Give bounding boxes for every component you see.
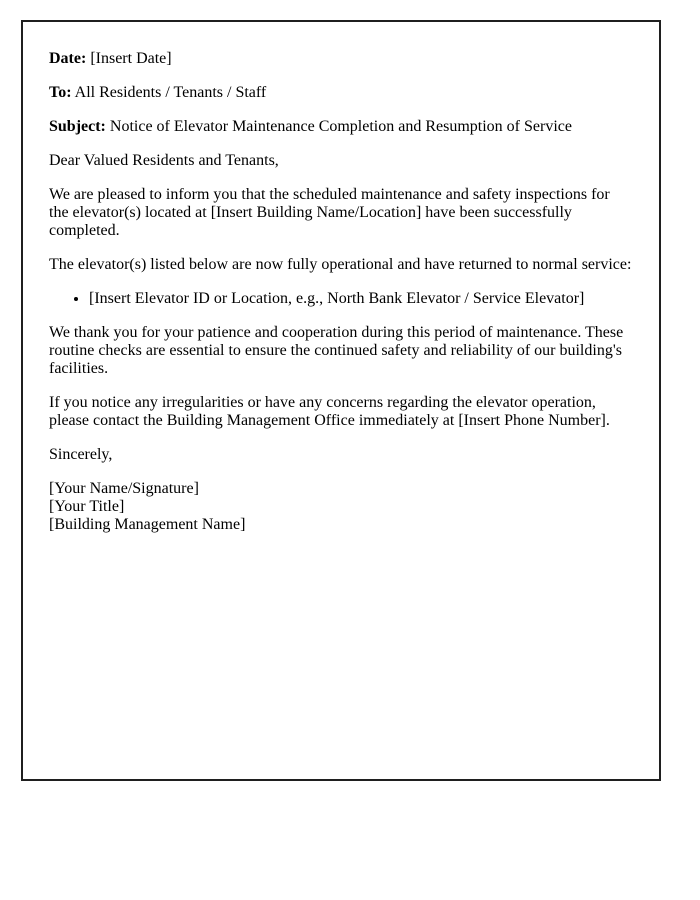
subject-label: Subject: (49, 118, 106, 135)
letter-frame (21, 20, 661, 781)
elevator-list-item: • [Insert Elevator ID or Location, e.g., North Bank Elevator / Service Elevator] (89, 290, 633, 308)
salutation: Dear Valued Residents and Tenants, (49, 152, 279, 169)
to-line (49, 84, 633, 102)
sign-off: Sincerely, (49, 446, 113, 463)
subject-line (49, 118, 633, 136)
to-value: All Residents / Tenants / Staff (71, 84, 267, 101)
paragraph-contact: If you notice any irregularities or have any concerns regarding the elevator operation, please contact the Building Management Office immediately at [Insert Phone Number]. (49, 394, 610, 429)
date-label: Date: (49, 50, 87, 67)
signature-organization: [Building Management Name] (49, 516, 246, 533)
signature-title: [Your Title] (49, 498, 125, 515)
date-value: [Insert Date] (86, 50, 172, 67)
paragraph-maintenance-completed: We are pleased to inform you that the scheduled maintenance and safety inspections for the elevator(s) located at [Insert Building Name/Location] have been successfully completed. (49, 186, 610, 239)
paragraph-thanks: We thank you for your patience and cooperation during this period of maintenance. These routine checks are essential to ensure the continued safety and reliability of our building's facilities. (49, 324, 624, 377)
signature-name: [Your Name/Signature] (49, 480, 199, 497)
signature-block (49, 480, 633, 534)
elevator-list (49, 290, 633, 308)
to-label: To: (49, 84, 72, 101)
date-line (49, 50, 633, 68)
subject-value: Notice of Elevator Maintenance Completion and Resumption of Service (105, 118, 572, 135)
paragraph-operational-intro: The elevator(s) listed below are now fully operational and have returned to normal service: (49, 256, 632, 273)
